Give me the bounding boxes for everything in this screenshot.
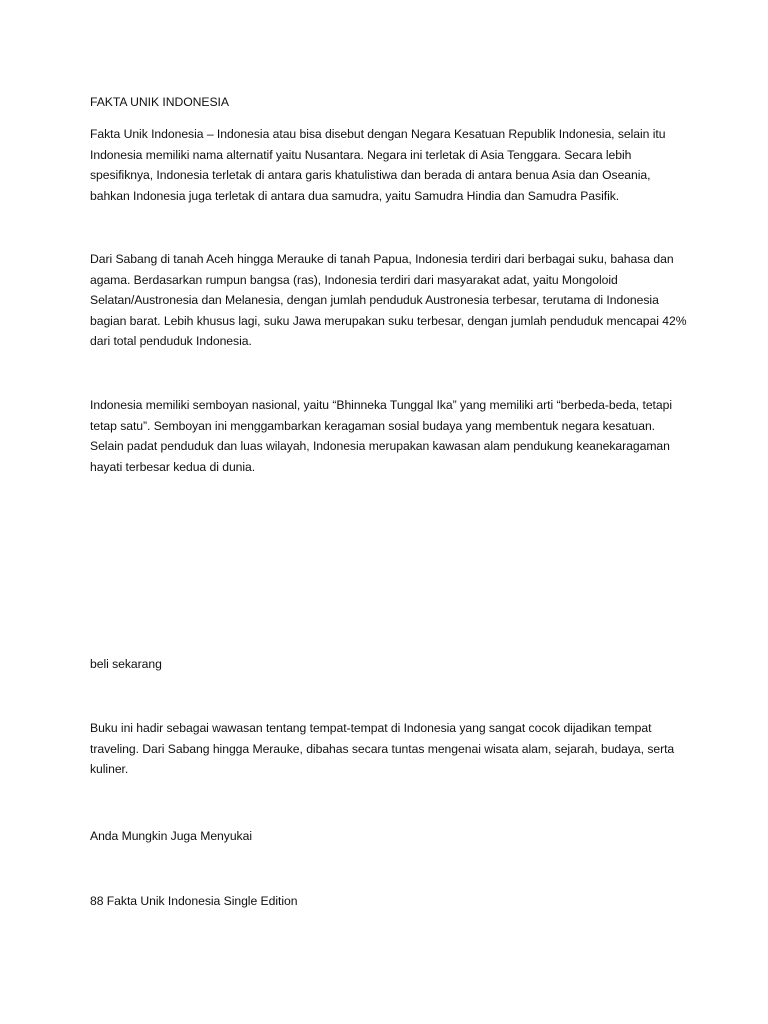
related-item: 88 Fakta Unik Indonesia Single Edition: [90, 894, 298, 908]
document-title: FAKTA UNIK INDONESIA: [90, 95, 229, 109]
paragraph-ethnic-groups: Dari Sabang di tanah Aceh hingga Merauke di tanah Papua, Indonesia terdiri dari berbagai suku, bahasa dan agama. Berdasarkan rumpun bangsa (ras), Indonesia terdiri dari masyarakat adat, yaitu Mongoloid Selatan/Austronesia dan Melanesia, dengan jumlah penduduk Austronesia terbesar, terutama di Indonesia bagian barat. Lebih khusus lagi, suku Jawa merupakan suku terbesar, dengan jumlah penduduk mencapai 42% dari total penduduk Indonesia.: [90, 252, 687, 349]
book-description: Buku ini hadir sebagai wawasan tentang tempat-tempat di Indonesia yang sangat cocok dijadikan tempat traveling. Dari Sabang hingga Merauke, dibahas secara tuntas mengenai wisata alam, sejarah, budaya, serta kuliner.: [90, 721, 675, 777]
paragraph-national-motto: Indonesia memiliki semboyan nasional, yaitu “Bhinneka Tunggal Ika” yang memiliki arti “berbeda-beda, tetapi tetap satu”. Semboyan ini menggambarkan keragaman sosial budaya yang membentuk negara kesatuan. Selain padat penduduk dan luas wilayah, Indonesia merupakan kawasan alam pendukung keanekaragaman hayati terbesar kedua di dunia.: [90, 398, 672, 474]
buy-now-text: beli sekarang: [90, 657, 162, 671]
related-heading: Anda Mungkin Juga Menyukai: [90, 829, 252, 843]
paragraph-intro: Fakta Unik Indonesia – Indonesia atau bisa disebut dengan Negara Kesatuan Republik Indonesia, selain itu Indonesia memiliki nama alternatif yaitu Nusantara. Negara ini terletak di Asia Tenggara. Secara lebih spesifiknya, Indonesia terletak di antara garis khatulistiwa dan berada di antara benua Asia dan Oseania, bahkan Indonesia juga terletak di antara dua samudra, yaitu Samudra Hindia dan Samudra Pasifik.: [90, 127, 666, 203]
